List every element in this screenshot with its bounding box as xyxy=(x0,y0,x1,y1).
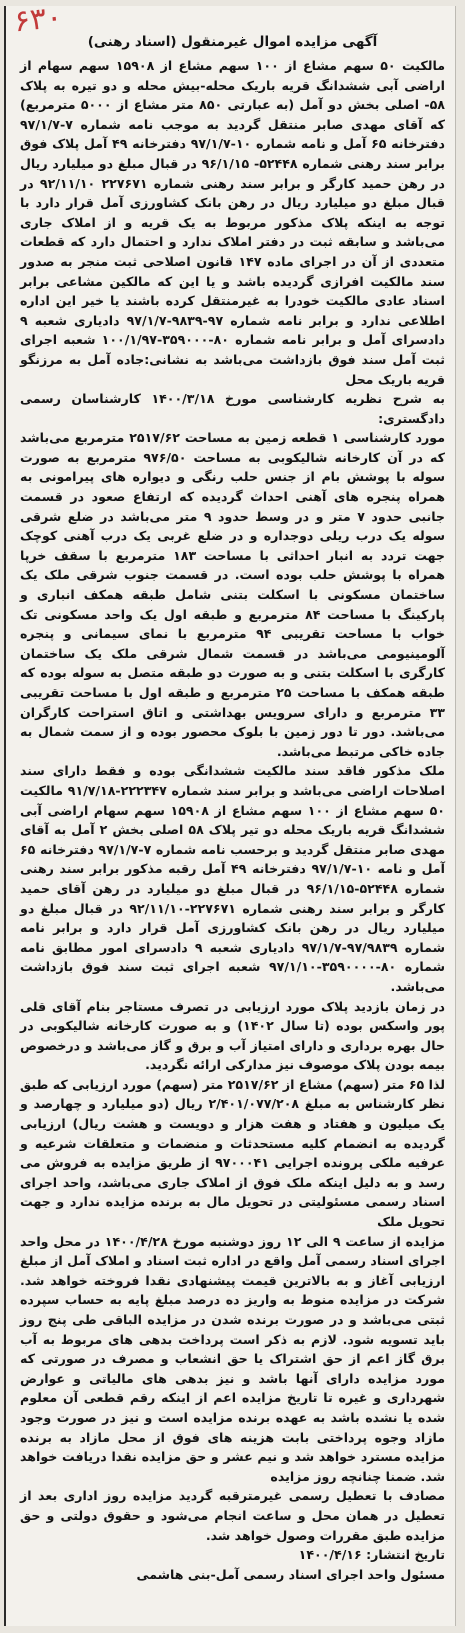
paragraph-property-description: مالکیت ۵۰ سهم مشاع از ۱۰۰ سهم مشاع از ۱۵۹۰۸ سهم سهام از اراضی آبی ششدانگ قریه باریک محله-بیش محله و دو تیره به پلاک ۵۸- اصلی بخش دو آمل (به عبارتی ۸۵۰ متر مشاع از ۵۰۰۰ مترمربع) که آقای مهدی صابر منتقل گردید به موجب نامه شماره ۷-۹۷/۱/۷ دفترخانه ۶۵ آمل و نامه شماره ۱۰-۹۷/۱/۷ دفترخانه ۴۹ آمل پلاک فوق برابر سند رهنی شماره ۵۲۴۴۸- ۹۶/۱/۱۵ در قبال مبلغ دو میلیارد ریال در رهن حمید کارگر و برابر سند رهنی شماره ۲۲۷۶۷۱ ۹۲/۱۱/۱۰ در قبال مبلغ دو میلیارد ریال در رهن بانک کشاورزی آمل قرار دارد با توجه به اینکه پلاک مذکور مربوط به یک قریه و از املاک جاری می‌باشد و سابقه ثبت در دفتر املاک ندارد و احتمال دارد که قطعات متعددی از آن در اجرای ماده ۱۴۷ قانون اصلاحی ثبت منجر به صدور سند مالکیت افرازی گردیده باشد و یا این که مالکین مشاعی برابر اسناد عادی مالکیت خودرا به غیرمنتقل کرده باشند یا خیر این اداره اطلاعی ندارد و برابر نامه شماره ۹۷-۹۸۳۹-۹۷/۱/۷ دادیاری شعبه ۹ دادسرای آمل و برابر نامه شماره ۸۰-۳۵۹۰۰۰-۱۰۰/۱/۹۷ شعبه اجرای ثبت آمل سند فوق بازداشت می‌باشد به نشانی:جاده آمل به مرزنگو قریه باریک محل xyxy=(20,58,446,387)
paragraph-auction-terms: مزایده از ساعت ۹ الی ۱۲ روز دوشنبه مورخ ۱۴۰۰/۴/۲۸ در محل واحد اجرای اسناد رسمی آمل واقع در اداره ثبت اسناد و املاک آمل از مبلغ ارزیابی آغاز و به بالاترین قیمت پیشنهادی نقدا فروخته خواهد شد. شرکت در مزایده منوط به واریز ده درصد مبلغ پایه به حساب سپرده ثبتی می‌باشد و در صورت برنده شدن در مزایده الباقی طی پنج روز باید تسویه شود. لازم به ذکر است پرداخت بدهی های مربوط به آب برق گاز اعم از حق اشتراک یا حق انشعاب و مصرف در صورتی که مورد مزایده دارای آنها باشد و نیز بدهی های مالیاتی و عوارض شهرداری و غیره تا تاریخ مزایده اعم از اینکه رقم قطعی آن معلوم شده یا نشده باشد به عهده برنده مزایده است و نیز در صورت وجود مازاد وجوه پرداختی بابت هزینه های فوق از محل مازاد به برنده مزایده مسترد خواهد شد و نیم عشر و حق مزایده نقدا دریافت خواهد شد. ضمنا چنانچه روز مزایده xyxy=(20,1233,446,1484)
paragraph-visit-status: در زمان بازدید پلاک مورد ارزیابی در تصرف مستاجر بنام آقای قلی پور واسکس بوده (تا سال ۱۴۰۲) و به صورت کارخانه شالیکوبی در حال بهره برداری و دارای امتیاز آب و برق و گاز می‌باشد و درخصوص بیمه بودن پلاک موصوف نیز مدارکی ارائه نگردید. xyxy=(20,998,445,1073)
paragraph-expert-report: مورد کارشناسی ۱ قطعه زمین به مساحت ۲۵۱۷/۶۲ مترمربع می‌باشد که در آن کارخانه شالیکوبی به مساحت ۹۷۶/۵۰ مترمربع به صورت سوله با پوشش بام از جنس حلب رنگی و دیواره های پیرامونی به همراه پنجره های آهنی احداث گردیده که ارتفاع صعود در قسمت جانبی حدود ۷ متر و در وسط حدود ۹ متر می‌باشد در ضلع شرقی سوله یک درب ریلی دوجداره و در ضلع غربی یک درب آهنی کوچک جهت تردد به انبار احداثی با مساحت ۱۸۳ مترمربع با سقف خرپا همراه با پوشش حلب بوده است. در قسمت جنوب شرقی ملک یک ساختمان مسکونی با اسکلت بتنی شامل طبقه همکف انباری و پارکینگ با مساحت ۸۴ مترمربع و طبقه اول یک واحد مسکونی تک خواب با مساحت تقریبی ۹۴ مترمربع با نمای سیمانی و پنجره آلومینیومی می‌باشد در قسمت شمال شرقی ملک یک ساختمان کارگری با اسکلت بتنی و به صورت دو طبقه متصل به سوله بوده که طبقه همکف با مساحت ۲۵ مترمربع و طبقه اول با مساحت تقریبی ۳۳ مترمربع و دارای سرویس بهداشتی و اتاق استراحت کارگران می‌باشد. دور تا دور زمین با بلوک محصور بوده و از سمت شمال به جاده خاکی مرتبط می‌باشد. xyxy=(20,430,446,759)
paragraph-expert-opinion-heading: به شرح نظریه کارشناسی مورخ ۱۴۰۰/۳/۱۸ کارشناسان رسمی دادگستری: xyxy=(20,391,445,426)
paragraph-ownership-status: ملک مذکور فاقد سند مالکیت ششدانگی بوده و فقط دارای سند اصلاحات اراضی می‌باشد و برابر سند شماره ۲۲۲۳۴۷-۹۱/۷/۱۸ مالکیت ۵۰ سهم مشاع از ۱۰۰ سهم مشاع از ۱۵۹۰۸ سهم سهام اراضی آبی ششدانگ قریه باریک محله دو تیر پلاک ۵۸ اصلی بخش ۲ آمل به آقای مهدی صابر منتقل گردید و برحسب نامه شماره ۷-۹۷/۱/۷ دفترخانه ۶۵ آمل و نامه ۱۰-۹۷/۱/۷ دفترخانه ۴۹ آمل رقبه مذکور برابر سند رهنی شماره ۵۲۴۴۸-۹۶/۱/۱۵ در قبال مبلغ دو میلیارد در رهن آقای حمید کارگر و برابر سند رهنی شماره ۲۲۷۶۷۱-۹۲/۱۱/۱۰ در قبال مبلغ دو میلیارد ریال در رهن بانک کشاورزی آمل قرار دارد و برابر نامه شماره ۹۷/۹۸۳۹-۹۷/۱/۷ دادیاری شعبه ۹ دادسرای امور مطابق نامه شماره ۸۰-۳۵۹۰۰۰۰-۹۷/۱/۱۰ شعبه اجرای ثبت سند فوق بازداشت می‌باشد. xyxy=(20,763,446,994)
publish-date: تاریخ انتشار: ۱۴۰۰/۴/۱۶ xyxy=(298,1547,445,1563)
paragraph-valuation: لذا ۶۵ متر (سهم) مشاع از ۲۵۱۷/۶۲ متر (سهم) مورد ارزیابی که طبق نظر کارشناس به مبلغ ۲/۴۰۱/۰۷۷/۲۰۸ ریال (دو میلیارد و چهارصد و یک میلیون و هفتاد و هفت هزار و دویست و هشت ریال) ارزیابی گردیده به انضمام کلیه مستحدثات و منضمات و متعلقات شرعیه و عرفیه ملکی پرونده اجرایی ۹۷۰۰۰۴۱ از طریق مزایده به فروش می رسد و به دلیل اینکه ملک فوق از املاک جاری می‌باشد، واحد اجرای اسناد رسمی مسئولیتی در تحویل مال به برنده مزایده ندارد و جهت تحویل ملک xyxy=(20,1076,445,1230)
paragraph-holiday-clause: مصادف با تعطیل رسمی غیرمترقبه گردید مزایده روز اداری بعد از تعطیل در همان محل و ساعت انجام می‌شود و حقوق دولتی و حق مزایده طبق مقررات وصول خواهد شد. xyxy=(20,1488,445,1543)
newspaper-clipping xyxy=(4,0,456,1626)
signature-block xyxy=(20,1545,445,1585)
handwritten-stamp-number: ۶۳۰ xyxy=(12,0,65,40)
notice-title: آگهی مزایده اموال غیرمنقول (اسناد رهنی) xyxy=(87,34,378,50)
office-signature: مسئول واحد اجرای اسناد رسمی آمل-بنی هاشمی xyxy=(136,1567,445,1583)
